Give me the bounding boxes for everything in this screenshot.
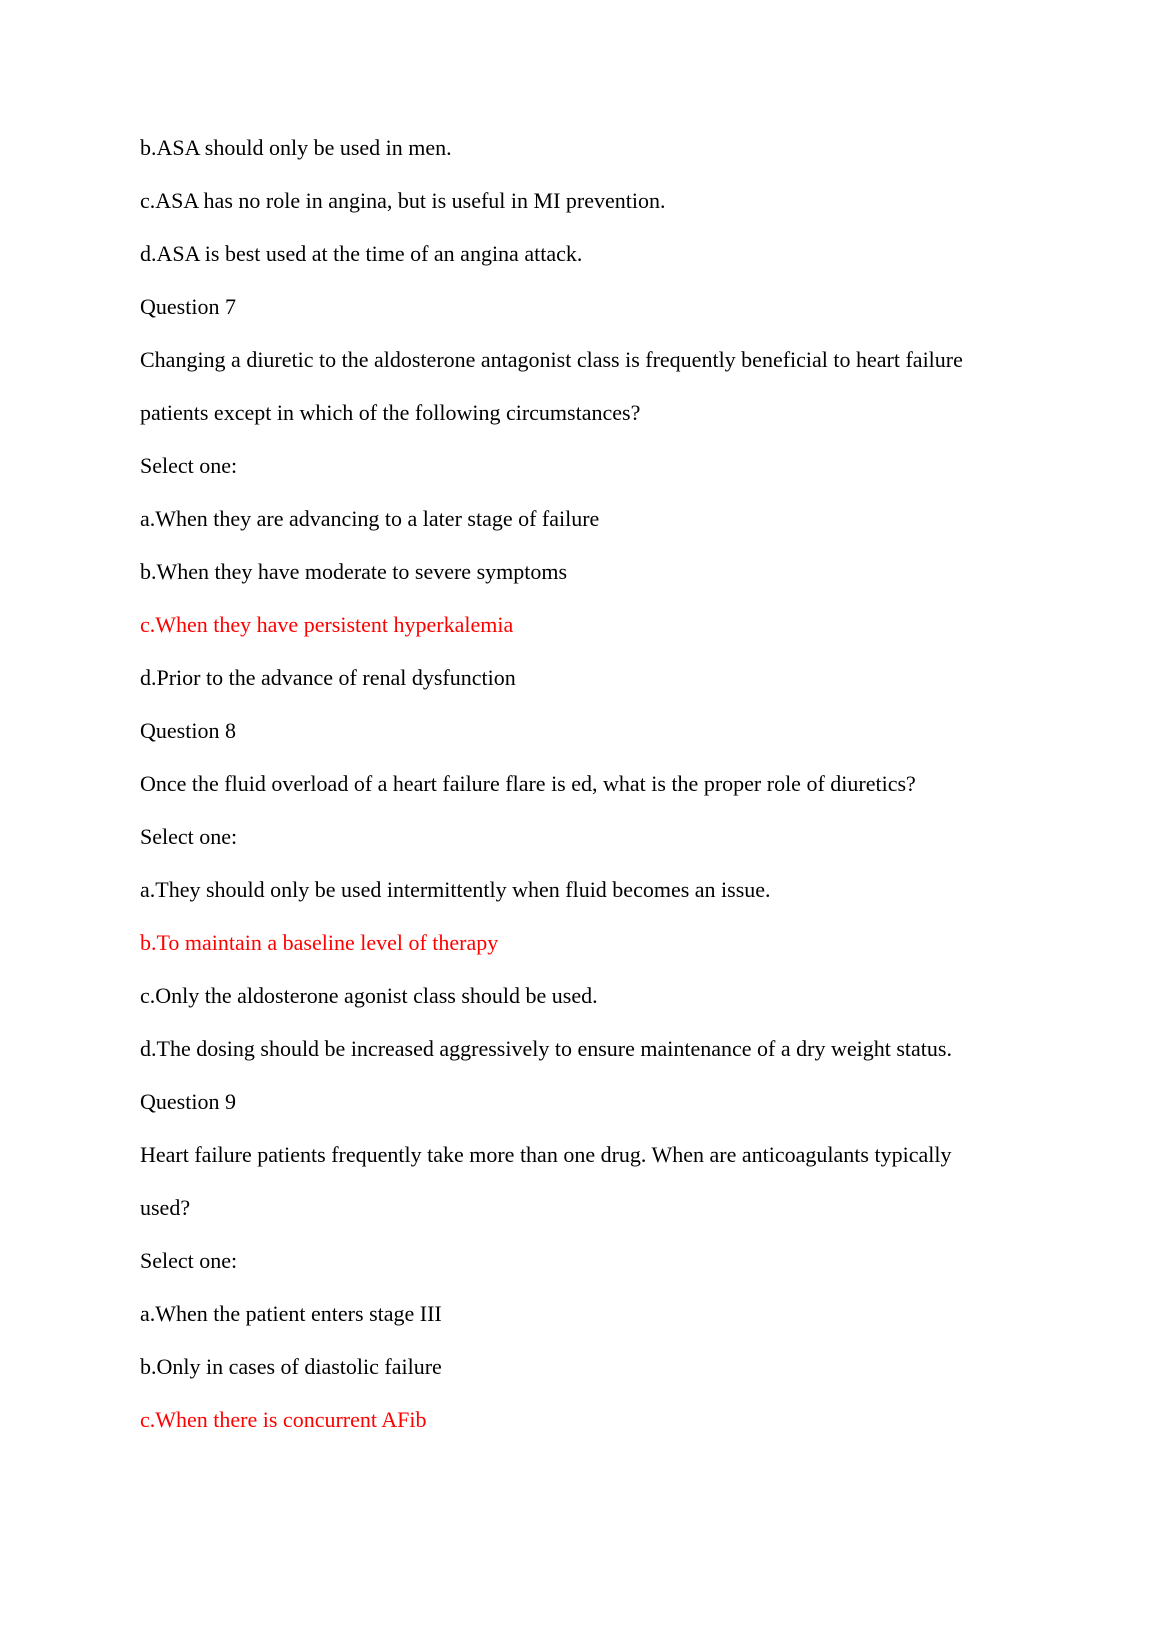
q7-prompt-line1: Changing a diuretic to the aldosterone antagonist class is frequently beneficial to heart failure (140, 347, 963, 372)
q8-option-c: c.Only the aldosterone agonist class should be used. (140, 983, 598, 1008)
q7-option-b: b.When they have moderate to severe symptoms (140, 559, 568, 584)
q9-select-label: Select one: (140, 1248, 238, 1273)
q8-select-label: Select one: (140, 824, 238, 849)
q7-option-d: d.Prior to the advance of renal dysfunction (140, 665, 516, 690)
q9-option-b: b.Only in cases of diastolic failure (140, 1354, 442, 1379)
q7-option-a: a.When they are advancing to a later stage of failure (140, 506, 600, 531)
q7-prompt-line2: patients except in which of the following circumstances? (140, 400, 641, 425)
q6-option-b: b.ASA should only be used in men. (140, 135, 452, 160)
q9-heading: Question 9 (140, 1089, 236, 1114)
q8-prompt-line1: Once the fluid overload of a heart failure flare is ed, what is the proper role of diuretics? (140, 771, 916, 796)
q8-option-a: a.They should only be used intermittently when fluid becomes an issue. (140, 877, 771, 902)
q6-option-c: c.ASA has no role in angina, but is useful in MI prevention. (140, 188, 666, 213)
q9-option-c-correct: c.When there is concurrent AFib (140, 1407, 427, 1432)
q9-option-a: a.When the patient enters stage III (140, 1301, 442, 1326)
q6-option-d: d.ASA is best used at the time of an angina attack. (140, 241, 583, 266)
q8-heading: Question 8 (140, 718, 236, 743)
q9-prompt-line2: used? (140, 1195, 191, 1220)
q7-heading: Question 7 (140, 294, 236, 319)
q7-option-c-correct: c.When they have persistent hyperkalemia (140, 612, 514, 637)
q9-prompt-line1: Heart failure patients frequently take more than one drug. When are anticoagulants typically (140, 1142, 952, 1167)
q8-option-d: d.The dosing should be increased aggressively to ensure maintenance of a dry weight status. (140, 1036, 952, 1061)
q8-option-b-correct: b.To maintain a baseline level of therapy (140, 930, 499, 955)
q7-select-label: Select one: (140, 453, 238, 478)
